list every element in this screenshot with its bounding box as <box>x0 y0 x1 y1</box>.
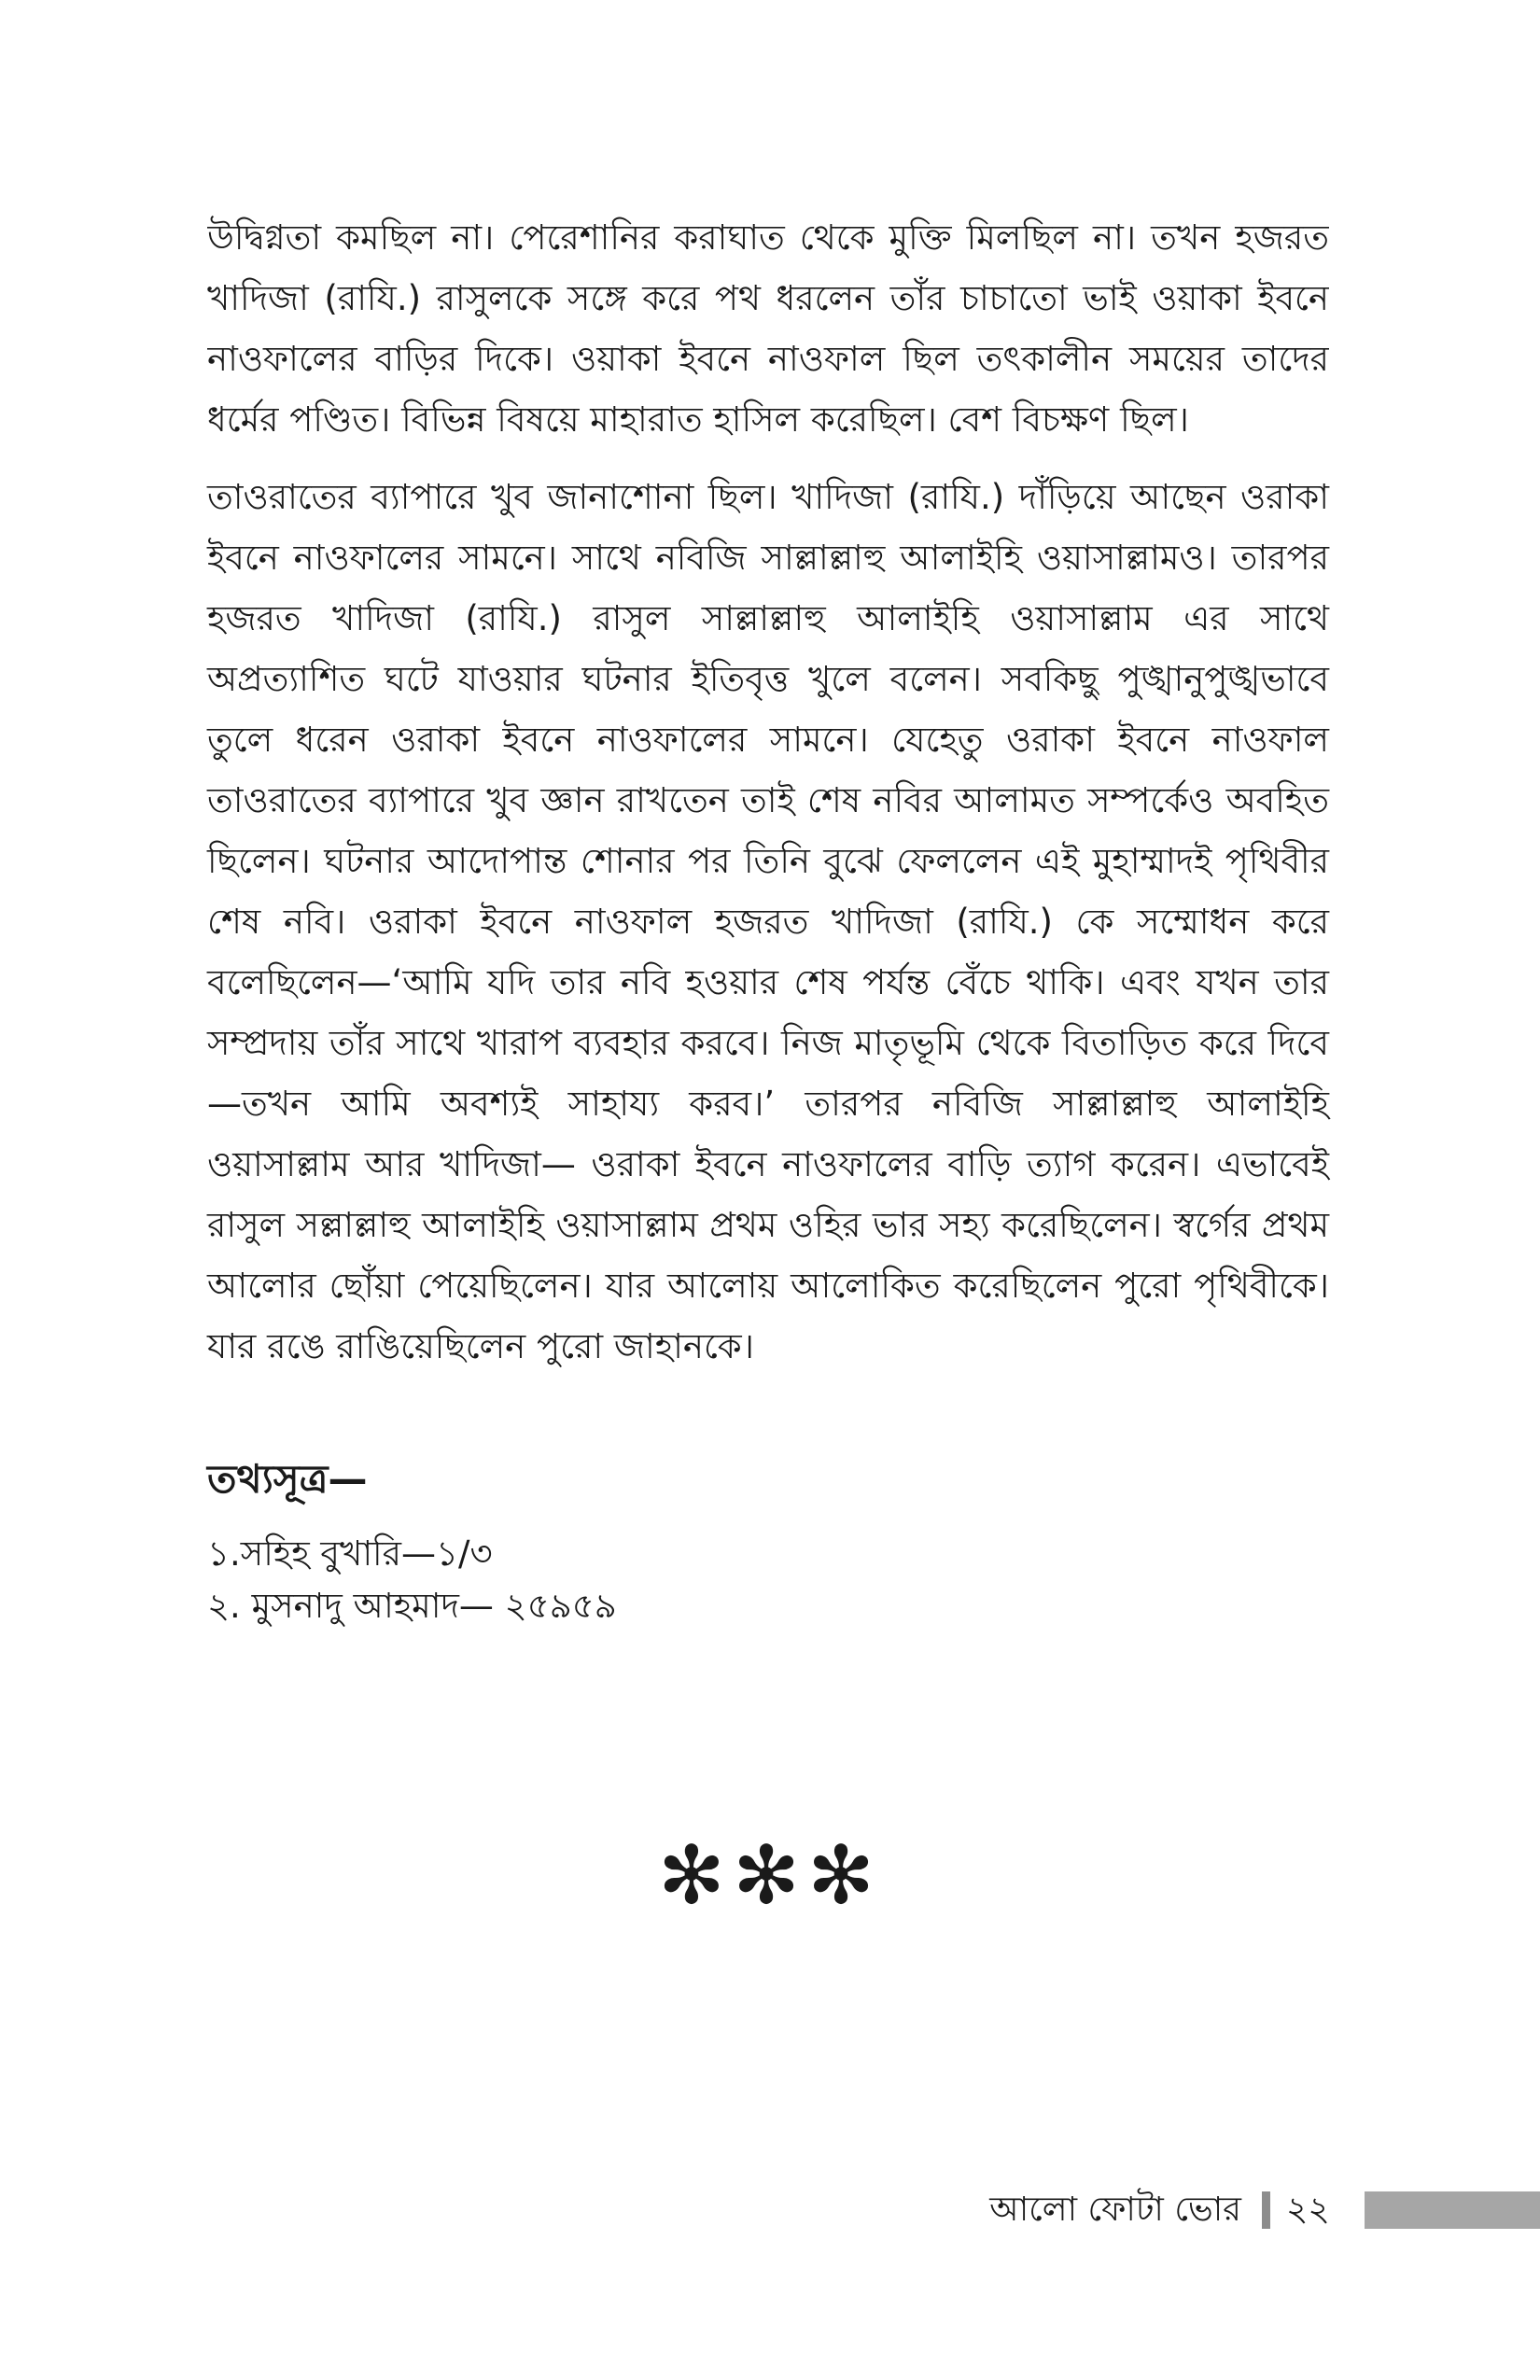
sources-section <box>207 1451 1047 1632</box>
sources-heading: তথ্যসূত্র— <box>207 1456 368 1502</box>
book-title: আলো ফোটা ভোর <box>989 2191 1241 2229</box>
paragraph-1: উদ্বিগ্নতা কমছিল না। পেরেশানির করাঘাত থেকে মুক্তি মিলছিল না। তখন হজরত খাদিজা (রাযি.) রাসুলকে সঙ্গে করে পথ ধরলেন তাঁর চাচাতো ভাই ওয়াকা ইবনে নাওফালের বাড়ির দিকে। ওয়াকা ইবনে নাওফাল ছিল তৎকালীন সময়ের তাদের ধর্মের পণ্ডিত। বিভিন্ন বিষয়ে মাহারাত হাসিল করেছিল। বেশ বিচক্ষণ ছিল। <box>207 217 1329 440</box>
paragraph-2: তাওরাতের ব্যাপারে খুব জানাশোনা ছিল। খাদিজা (রাযি.) দাঁড়িয়ে আছেন ওরাকা ইবনে নাওফালের সামনে। সাথে নবিজি সাল্লাল্লাহু আলাইহি ওয়াসাল্লামও। তারপর হজরত খাদিজা (রাযি.) রাসুল সাল্লাল্লাহু আলাইহি ওয়াসাল্লাম এর সাথে অপ্রত্যাশিত ঘটে যাওয়ার ঘটনার ইতিবৃত্ত খুলে বলেন। সবকিছু পুঙ্খানুপুঙ্খভাবে তুলে ধরেন ওরাকা ইবনে নাওফালের সামনে। যেহেতু ওরাকা ইবনে নাওফাল তাওরাতের ব্যাপারে খুব জ্ঞান রাখতেন তাই শেষ নবির আলামত সম্পর্কেও অবহিত ছিলেন। ঘটনার আদোপান্ত শোনার পর তিনি বুঝে ফেললেন এই মুহাম্মাদই পৃথিবীর শেষ নবি। ওরাকা ইবনে নাওফাল হজরত খাদিজা (রাযি.) কে সম্মোধন করে বলেছিলেন—‘আমি যদি তার নবি হওয়ার শেষ পর্যন্ত বেঁচে থাকি। এবং যখন তার সম্প্রদায় তাঁর সাথে খারাপ ব্যবহার করবে। নিজ মাতৃভূমি থেকে বিতাড়িত করে দিবে—তখন আমি অবশ্যই সাহায্য করব।’ তারপর নবিজি সাল্লাল্লাহু আলাইহি ওয়াসাল্লাম আর খাদিজা— ওরাকা ইবনে নাওফালের বাড়ি ত্যাগ করেন। এভাবেই রাসুল সল্লাল্লাহু আলাইহি ওয়াসাল্লাম প্রথম ওহির ভার সহ্য করেছিলেন। স্বর্গের প্রথম আলোর ছোঁয়া পেয়েছিলেন। যার আলোয় আলোকিত করেছিলেন পুরো পৃথিবীকে। যার রঙে রাঙিয়েছিলেন পুরো জাহানকে। <box>207 477 1329 1366</box>
source-list <box>207 1528 1047 1632</box>
footer-separator <box>1262 2191 1270 2229</box>
main-text <box>207 207 1329 1377</box>
page-footer <box>0 2184 1540 2236</box>
page-number: ২২ <box>1286 2191 1330 2229</box>
source-item: ১.সহিহ বুখারি—১/৩ <box>207 1533 493 1574</box>
source-item: ২. মুসনাদু আহমাদ— ২৫৯৫৯ <box>207 1586 617 1626</box>
footer-bar <box>1365 2191 1540 2229</box>
section-break-asterisks: ✻✻✻ <box>657 1829 883 1923</box>
